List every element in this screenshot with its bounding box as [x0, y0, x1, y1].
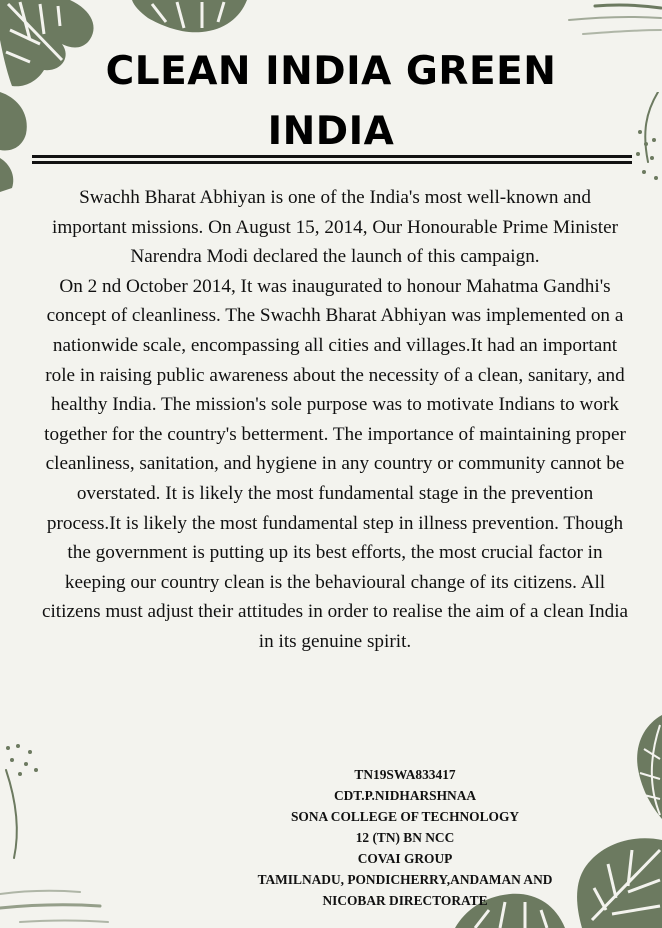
paragraph-intro: Swachh Bharat Abhiyan is one of the India's most well-known and important missions. On August 15, 2014, Our Honourable Prime Minister Narendra Modi declared the launch of this campaign.	[51, 187, 618, 268]
monstera-leaf-icon	[572, 830, 662, 928]
directorate-line-1: TAMILNADU, PONDICHERRY,ANDAMAN AND	[257, 872, 553, 887]
directorate-line-2: NICOBAR DIRECTORATE	[322, 893, 488, 908]
page-title: CLEAN INDIA GREEN INDIA	[105, 49, 557, 154]
title-divider-top	[32, 155, 632, 158]
brush-stroke-icon	[0, 880, 110, 928]
paragraph-main: On 2 nd October 2014, It was inaugurated to honour Mahatma Gandhi's concept of cleanliness. The Swachh Bharat Abhiyan was implemented on a nationwide scale, encompassing all cities and villages.It had an important role in raising public awareness about the necessity of a clean, sanitary, and healthy India. The mission's sole purpose was to motivate Indians to work together for the country's betterment. The importance of maintaining proper cleanliness, sanitation, and hygiene in any country or community cannot be overstated. It is likely the most fundamental stage in the prevention process.It is likely the most fundamental step in illness prevention. Though the government is putting up its best efforts, the most crucial factor in keeping our country clean is the behavioural change of its citizens. All citizens must adjust their attitudes in order to realise the aim of a clean India in its genuine spirit.	[41, 275, 629, 652]
title-divider-bottom	[32, 161, 632, 164]
monstera-leaf-icon	[132, 0, 247, 34]
round-leaf-icon	[0, 92, 32, 192]
signature-block	[230, 764, 580, 911]
dots-icon	[0, 740, 45, 860]
college-name: SONA COLLEGE OF TECHNOLOGY	[290, 809, 520, 824]
brush-stroke-icon	[565, 2, 662, 42]
dots-icon	[628, 92, 662, 192]
cadet-id: TN19SWA833417	[354, 767, 456, 782]
group-name: COVAI GROUP	[357, 851, 453, 866]
battalion: 12 (TN) BN NCC	[355, 830, 455, 845]
round-leaf-icon	[630, 715, 662, 825]
article-body	[40, 183, 630, 657]
cadet-name: CDT.P.NIDHARSHNAA	[333, 788, 477, 803]
